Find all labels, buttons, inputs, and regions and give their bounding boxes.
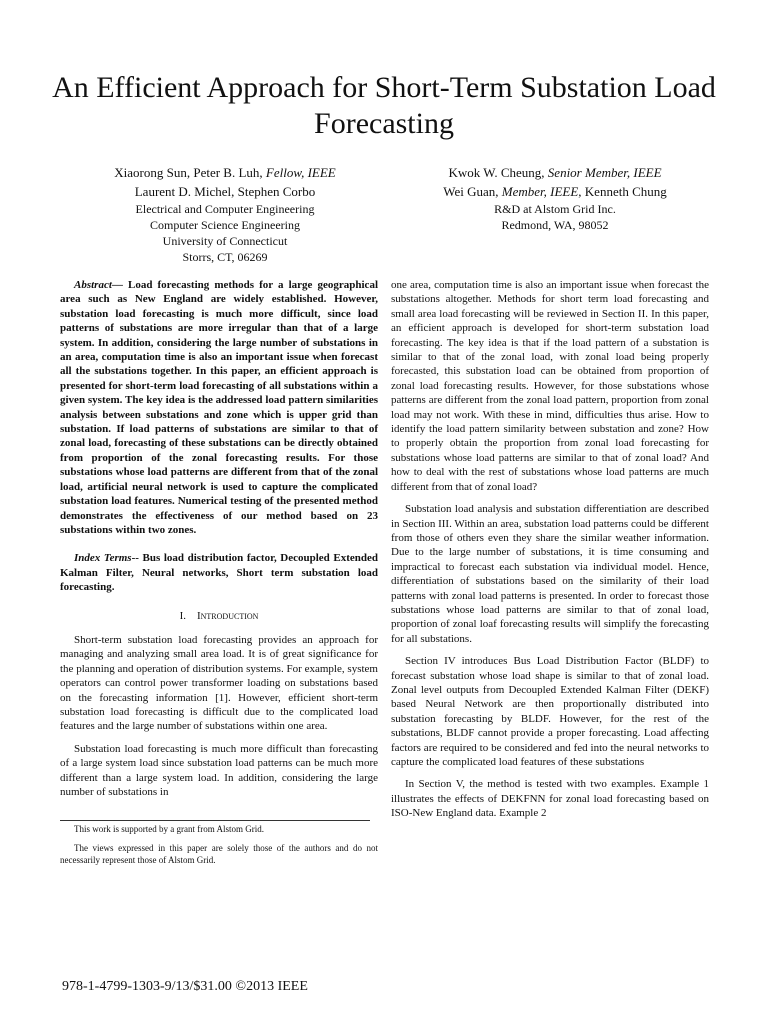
author-line: Kwok W. Cheung, Senior Member, IEEE	[448, 165, 662, 180]
body-paragraph: Section IV introduces Bus Load Distribution Factor (BLDF) to forecast substation whose load shape is similar to that of zonal load. Zonal level outputs from Decoupled Extended Kalman Filter (DEKF) based Neural Network are then proportionally distributed into substation forecasting by BLDF. However, for the rest of the substations, BLDF cannot provide a proper forecasting. Load affecting factors are required to be considered and fed into the neural networks to capture the complicated load features of these substations	[391, 655, 709, 768]
body-paragraph: In Section V, the method is tested with two examples. Example 1 illustrates the effects of DEKFNN for zonal load forecasting based on ISO-New England data. Example 2	[391, 778, 709, 820]
affiliation-line: Redmond, WA, 98052	[501, 218, 609, 232]
affiliation-line: University of Connecticut	[162, 234, 288, 248]
copyright-notice: 978-1-4799-1303-9/13/$31.00 ©2013 IEEE	[62, 979, 308, 994]
body-paragraph: Substation load analysis and substation differentiation are described in Section III. Within an area, substation load patterns could be different from those of others even they share the similar weather information. Due to the large number of substations, it is time consuming and impractical to forecast each substation via individual model. Hence, differentiation of substations based on the similarity of their load patterns with zonal load patterns is presented. In order to forecast those substations whose load patterns are similar to that of zonal load, proportion of zonal loaf forecasting results will simplify the forecasting for all substations.	[391, 503, 709, 645]
author-block-left	[60, 163, 390, 265]
column-left	[60, 278, 378, 807]
body-paragraph: one area, computation time is also an important issue when forecast the substations altogether. Methods for short term load forecasting and small area load forecasting will be reviewed in Section II. In this paper, an efficient approach is developed for short-term substation load forecasting. The key idea is that if the load pattern of a substation is similar to that of the zonal load, with zonal load being properly forecasted, this substation load can be obtained from proportion of zonal load forecasting results. However, for those substations whose patterns are different from the zonal load pattern, proportion from zonal load may not work. With these in mind, difficulties thus arise. How to identify the load pattern similarity between substation and zone? How to properly obtain the proportion from zonal load forecasting for substations whose load patterns are similar to that of zonal load? And how to deal with the rest of substations whose load patterns are much different from that of zonal load?	[391, 279, 709, 493]
author-block-right	[390, 163, 720, 233]
footnote-divider	[60, 820, 370, 821]
body-paragraph: Substation load forecasting is much more difficult than forecasting of a large system load since substation load patterns can be much more different than a large system load. In addition, considering the large number of substations in	[60, 742, 378, 798]
section-heading: I. Introduction	[179, 609, 259, 622]
footnotes	[60, 823, 378, 873]
author-line: Xiaorong Sun, Peter B. Luh, Fellow, IEEE	[114, 165, 336, 180]
column-right	[391, 278, 709, 829]
body-paragraph: Short-term substation load forecasting provides an approach for managing and analyzing small area load. It is of great significance for the planning and operation of distribution systems. For example, system operators can control power transformer loading on substations based on the forecasting information [1]. However, efficient short-term substation load forecasting is difficult due to the complicated load features and the large number of substations within one area.	[60, 633, 378, 733]
affiliation-line: Computer Science Engineering	[150, 218, 300, 232]
affiliation-line: Electrical and Computer Engineering	[135, 202, 315, 216]
footnote: The views expressed in this paper are solely those of the authors and do not necessarily represent those of Alstom Grid.	[60, 843, 378, 865]
author-line: Laurent D. Michel, Stephen Corbo	[134, 184, 316, 199]
affiliation-line: R&D at Alstom Grid Inc.	[494, 202, 616, 216]
author-line: Wei Guan, Member, IEEE, Kenneth Chung	[443, 184, 667, 199]
abstract: Abstract— Load forecasting methods for a large geographical area such as New England are widely established. However, substation load forecasting is much more difficult, since load patterns of substations are more irregular than that of a large system. In addition, considering the large number of substations in an area, computation time is also an important issue when forecast all the substations together. In this paper, an efficient approach is presented for short-term load forecasting of all substations within a given system. The key idea is the addressed load pattern similarities analysis between substations and zone which is upper grid than substation. If load patterns of substations are similar to that of zonal load, forecasting of these substations can be directly obtained from proportion of the zonal forecasting results. For those substations whose load patterns are different from that of the zonal load, artificial neural network is used to capture the complicated substation load features. Numerical testing of the presented method demonstrates the effectiveness of our method based on 23 substations within two zones.	[60, 279, 378, 536]
affiliation-line: Storrs, CT, 06269	[182, 250, 268, 264]
paper-title: An Efficient Approach for Short-Term Substation Load Forecasting	[52, 71, 716, 140]
footnote: This work is supported by a grant from Alstom Grid.	[74, 824, 264, 834]
index-terms: Index Terms-- Bus load distribution factor, Decoupled Extended Kalman Filter, Neural networks, Short term substation load forecasting.	[60, 552, 378, 594]
